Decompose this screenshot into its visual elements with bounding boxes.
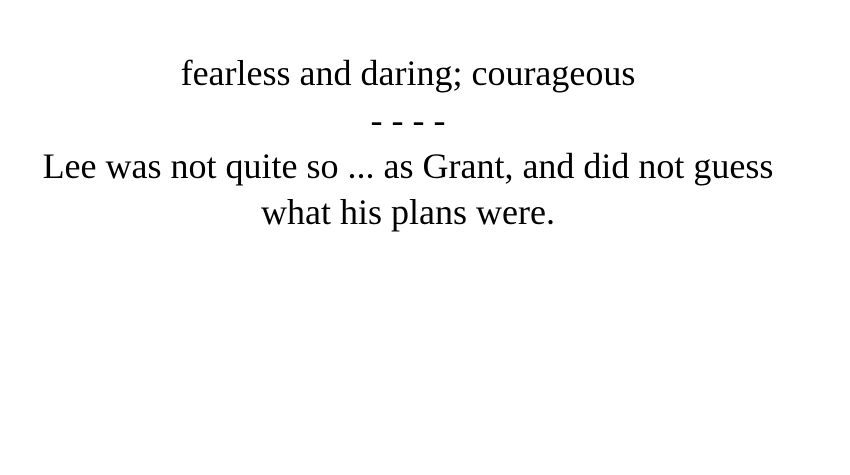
- separator-dashes: - - - -: [370, 100, 446, 140]
- definition-text: fearless and daring; courageous: [180, 53, 636, 93]
- example-sentence: Lee was not quite so ... as Grant, and did not guess what his plans were.: [42, 146, 774, 232]
